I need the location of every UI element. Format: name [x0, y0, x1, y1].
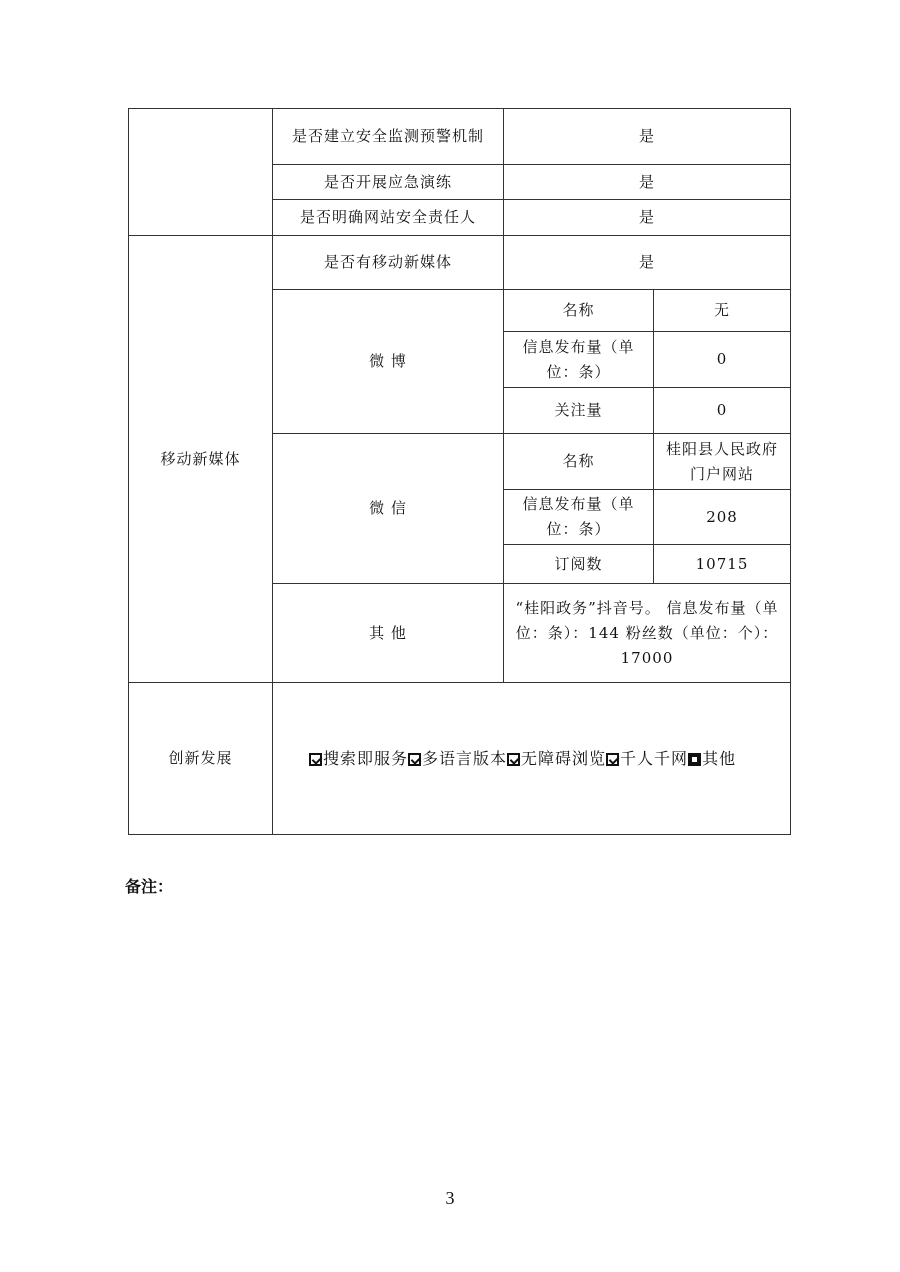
innovation-options	[273, 683, 791, 835]
option-personalized[interactable]	[606, 749, 688, 768]
weibo-name-label: 名称	[504, 290, 654, 332]
unchecked-box-icon	[688, 753, 701, 766]
option-accessibility[interactable]	[507, 749, 606, 768]
weibo-posts-value: 0	[654, 332, 791, 388]
security-section-cell	[129, 109, 273, 236]
wechat-name-label: 名称	[504, 434, 654, 490]
weibo-followers-value: 0	[654, 388, 791, 434]
option-label: 千人千网	[620, 749, 689, 768]
wechat-label: 微 信	[273, 434, 504, 584]
emergency-drill-value: 是	[504, 165, 791, 200]
checked-box-icon	[408, 753, 421, 766]
page-number: 3	[445, 1188, 455, 1208]
innovation-label: 创新发展	[129, 683, 273, 835]
has-media-label: 是否有移动新媒体	[273, 236, 504, 290]
option-label: 无障碍浏览	[521, 749, 607, 768]
checked-box-icon	[606, 753, 619, 766]
security-monitoring-value: 是	[504, 109, 791, 165]
checked-box-icon	[507, 753, 520, 766]
wechat-subs-label: 订阅数	[504, 545, 654, 584]
weibo-followers-label: 关注量	[504, 388, 654, 434]
option-label: 搜索即服务	[323, 749, 409, 768]
weibo-label: 微 博	[273, 290, 504, 434]
has-media-value: 是	[504, 236, 791, 290]
media-section-label: 移动新媒体	[129, 236, 273, 683]
wechat-name-value: 桂阳县人民政府门户网站	[654, 434, 791, 490]
security-officer-label: 是否明确网站安全责任人	[273, 200, 504, 236]
checked-box-icon	[309, 753, 322, 766]
option-label: 多语言版本	[422, 749, 508, 768]
other-media-label: 其 他	[273, 584, 504, 683]
other-media-text: “桂阳政务”抖音号。 信息发布量（单位：条）：144 粉丝数（单位：个）：17000	[504, 584, 791, 683]
weibo-posts-label: 信息发布量（单位：条）	[504, 332, 654, 388]
option-other[interactable]	[688, 749, 736, 768]
remark-label: 备注：	[125, 877, 174, 896]
security-officer-value: 是	[504, 200, 791, 236]
wechat-posts-label: 信息发布量（单位：条）	[504, 490, 654, 545]
wechat-subs-value: 10715	[654, 545, 791, 584]
emergency-drill-label: 是否开展应急演练	[273, 165, 504, 200]
option-search-as-service[interactable]	[309, 749, 408, 768]
wechat-posts-value: 208	[654, 490, 791, 545]
security-monitoring-label: 是否建立安全监测预警机制	[273, 109, 504, 165]
report-table	[128, 108, 791, 835]
option-label: 其他	[702, 749, 737, 768]
weibo-name-value: 无	[654, 290, 791, 332]
option-multilingual[interactable]	[408, 749, 507, 768]
